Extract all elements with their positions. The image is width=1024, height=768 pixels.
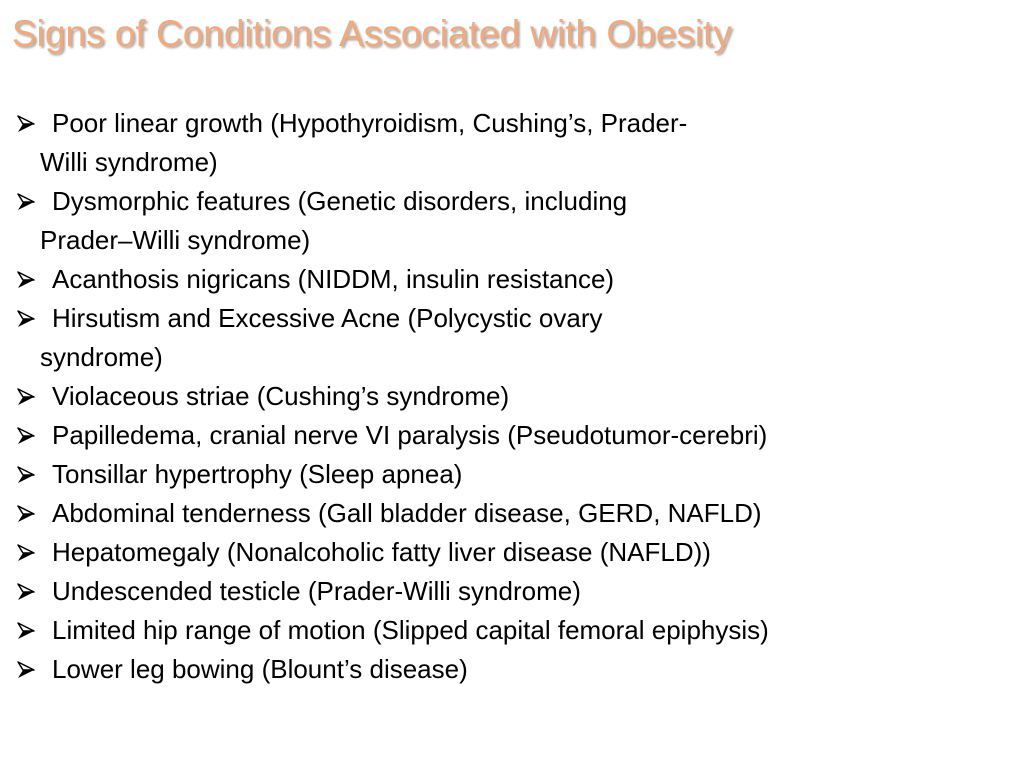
bullet-text: Hepatomegaly (Nonalcoholic fatty liver disease (NAFLD)) xyxy=(52,537,711,567)
arrow-bullet-icon xyxy=(16,465,36,485)
arrow-bullet-icon xyxy=(16,621,36,641)
list-item xyxy=(14,611,914,650)
bullet-text: Violaceous striae (Cushing’s syndrome) xyxy=(52,381,510,411)
bullet-text: Undescended testicle (Prader-Willi syndrome) xyxy=(52,576,581,606)
arrow-bullet-icon xyxy=(16,309,36,329)
list-item xyxy=(14,416,914,455)
bullet-list xyxy=(14,104,914,689)
list-item xyxy=(14,533,914,572)
bullet-text: Papilledema, cranial nerve VI paralysis (Pseudotumor-cerebri) xyxy=(52,420,768,450)
arrow-bullet-icon xyxy=(16,504,36,524)
arrow-bullet-icon xyxy=(16,387,36,407)
bullet-text-continuation: Willi syndrome) xyxy=(40,147,218,177)
list-item xyxy=(14,299,914,377)
list-item xyxy=(14,494,914,533)
bullet-text: Hirsutism and Excessive Acne (Polycystic ovary xyxy=(52,303,603,333)
bullet-text-continuation: syndrome) xyxy=(40,342,163,372)
bullet-text-continuation: Prader–Willi syndrome) xyxy=(40,225,311,255)
bullet-text: Lower leg bowing (Blount’s disease) xyxy=(52,654,468,684)
list-item xyxy=(14,572,914,611)
arrow-bullet-icon xyxy=(16,192,36,212)
list-item xyxy=(14,104,914,182)
bullet-text: Poor linear growth (Hypothyroidism, Cushing’s, Prader- xyxy=(52,108,688,138)
list-item xyxy=(14,377,914,416)
bullet-text: Dysmorphic features (Genetic disorders, including xyxy=(52,186,628,216)
arrow-bullet-icon xyxy=(16,660,36,680)
bullet-text: Tonsillar hypertrophy (Sleep apnea) xyxy=(52,459,463,489)
arrow-bullet-icon xyxy=(16,543,36,563)
bullet-text: Abdominal tenderness (Gall bladder disease, GERD, NAFLD) xyxy=(52,498,762,528)
list-item xyxy=(14,182,914,260)
list-item xyxy=(14,260,914,299)
arrow-bullet-icon xyxy=(16,270,36,290)
list-item xyxy=(14,455,914,494)
list-item xyxy=(14,650,914,689)
slide-title: Signs of Conditions Associated with Obesity xyxy=(12,13,732,54)
arrow-bullet-icon xyxy=(16,582,36,602)
bullet-text: Acanthosis nigricans (NIDDM, insulin resistance) xyxy=(52,264,615,294)
arrow-bullet-icon xyxy=(16,114,36,134)
arrow-bullet-icon xyxy=(16,426,36,446)
bullet-text: Limited hip range of motion (Slipped capital femoral epiphysis) xyxy=(52,615,769,645)
